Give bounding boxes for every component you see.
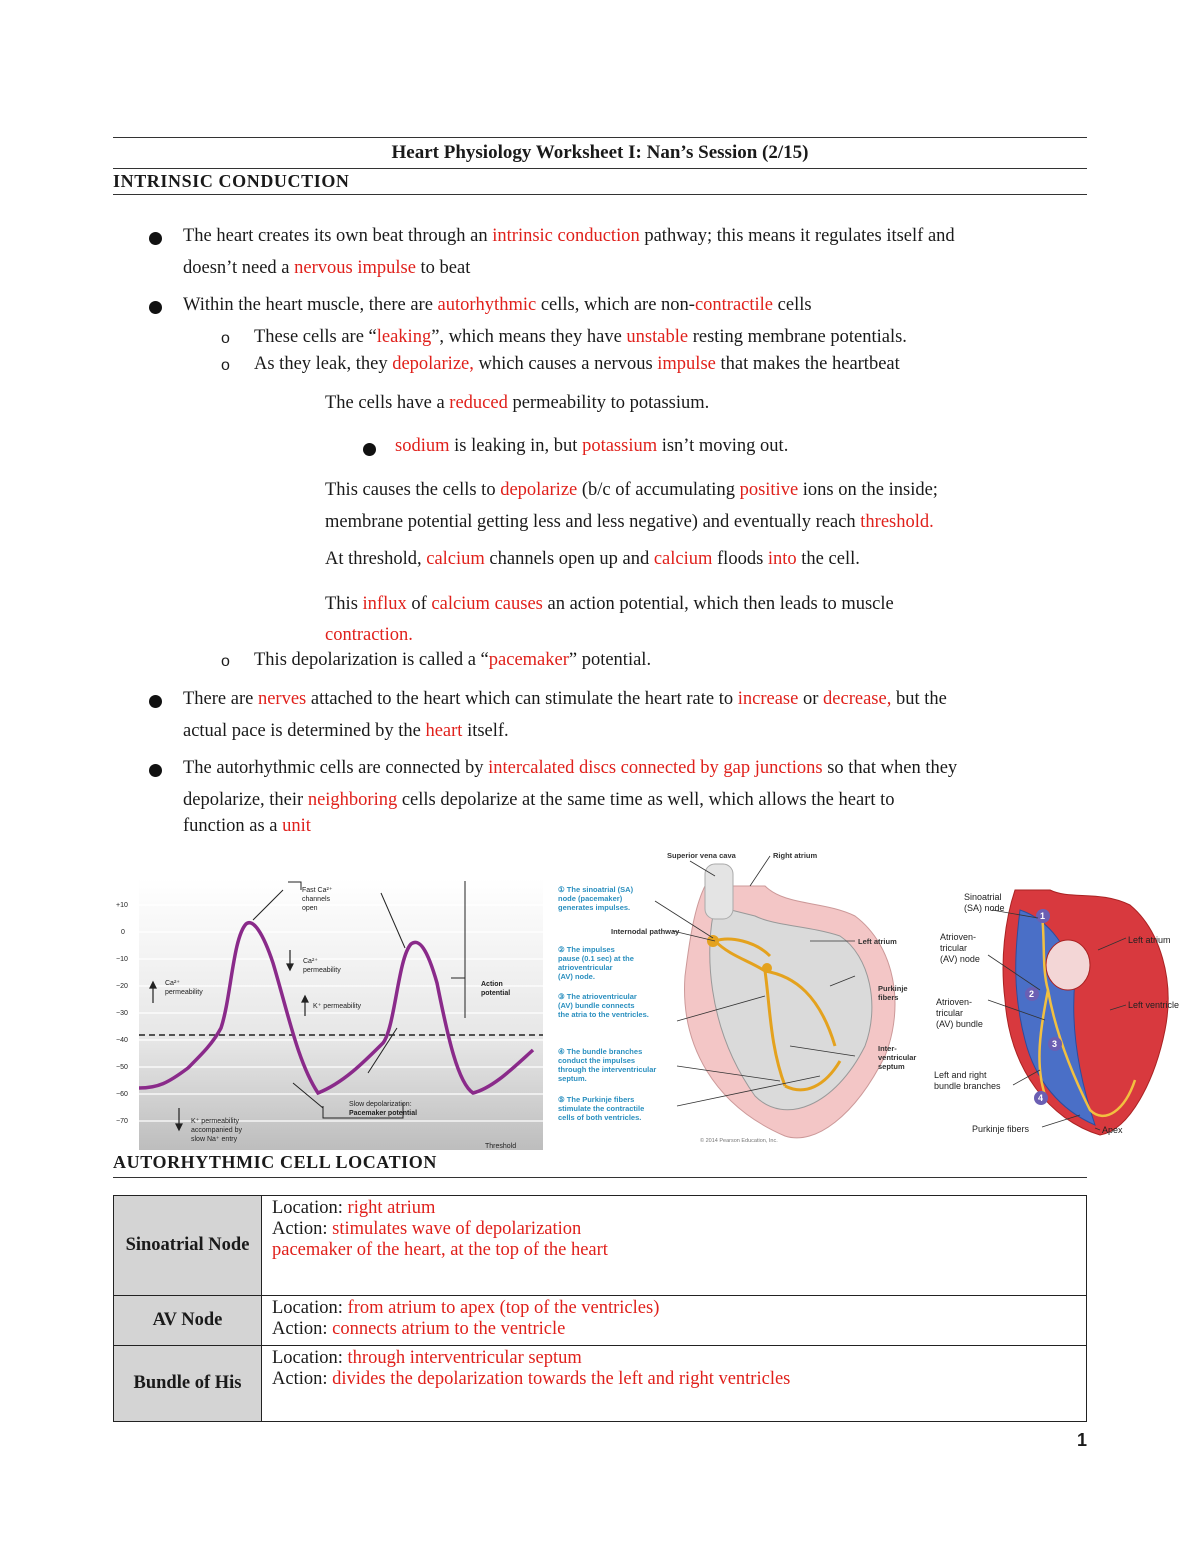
fig-label: Slow depolarization: [349, 1101, 412, 1108]
bullet-text: The heart creates its own beat through an intrinsic conduction pathway; this means it regulates itself and [183, 226, 955, 246]
fig-label: fibers [878, 993, 899, 1002]
step-number: 3 [1052, 1039, 1058, 1049]
table-row [114, 1296, 1087, 1346]
row-header: Bundle of His [114, 1346, 262, 1422]
sub-bullet-text: These cells are “leaking”, which means they have unstable resting membrane potentials. [254, 327, 907, 347]
table-row [114, 1346, 1087, 1422]
y-tick: −50 [116, 1064, 128, 1071]
bullet-text: The autorhythmic cells are connected by intercalated discs connected by gap junctions so that when they [183, 758, 958, 778]
paragraph-text: This influx of calcium causes an action potential, which then leads to muscle [325, 594, 894, 614]
fig-label: (AV) node. [558, 972, 595, 981]
sub-bullet-marker: o [221, 653, 230, 670]
fig-label: open [302, 905, 318, 912]
bullet-text: doesn’t need a nervous impulse to beat [183, 258, 471, 278]
section-heading-intrinsic: INTRINSIC CONDUCTION [113, 171, 350, 191]
fig-label: Threshold [485, 1143, 517, 1150]
y-tick: −70 [116, 1118, 128, 1125]
paragraph-text: membrane potential getting less and less negative) and eventually reach threshold. [325, 512, 934, 532]
step-number: 2 [1029, 989, 1035, 999]
fig-label: K⁺ permeability [191, 1118, 240, 1125]
fig-label: Left ventricle [1128, 1000, 1180, 1010]
y-tick: −40 [116, 1037, 128, 1044]
fig-label: tricular [940, 943, 968, 953]
fig-label: Purkinje [878, 984, 908, 993]
fig-label: generates impulses. [558, 903, 631, 912]
fig-copyright: © 2014 Pearson Education, Inc. [700, 1138, 778, 1144]
bullet-text: Within the heart muscle, there are autorhythmic cells, which are non-contractile cells [183, 295, 812, 315]
fig-label: septum. [558, 1074, 587, 1083]
section-rule [113, 194, 1087, 195]
fig-label: node (pacemaker) [558, 894, 623, 903]
y-tick: 0 [121, 929, 125, 936]
fig-label: potential [481, 990, 511, 997]
fig-label: ② The impulses [558, 945, 615, 954]
row-content: Location: from atrium to apex (top of the ventricles) Action: connects atrium to the ventricle [262, 1296, 1087, 1346]
fig-label: Right atrium [773, 851, 818, 860]
row-content: Location: right atrium Action: stimulates wave of depolarization pacemaker of the heart, at the top of the heart [262, 1196, 1087, 1296]
fig-label: (AV) node [940, 954, 980, 964]
fig-label: the atria to the ventricles. [558, 1010, 649, 1019]
fig-label: Ca²⁺ [303, 958, 318, 965]
conduction-heart-diagram [555, 846, 940, 1148]
fig-label: (AV) bundle [936, 1019, 983, 1029]
fig-label: through the interventricular [558, 1065, 657, 1074]
autorhythmic-location-table [113, 1195, 1087, 1422]
row-header: Sinoatrial Node [114, 1196, 262, 1296]
fig-label: ① The sinoatrial (SA) [558, 885, 634, 894]
fig-label: Atrioven- [940, 932, 977, 942]
y-tick: −60 [116, 1091, 128, 1098]
row-header: AV Node [114, 1296, 262, 1346]
fig-label: permeability [165, 989, 203, 996]
bullet-dot [363, 443, 376, 456]
bullet-text: actual pace is determined by the heart itself. [183, 721, 509, 741]
paragraph-text: The cells have a reduced permeability to potassium. [325, 393, 710, 413]
y-tick: −10 [116, 956, 128, 963]
paragraph-text: This causes the cells to depolarize (b/c of accumulating positive ions on the inside; [325, 480, 938, 500]
fig-label: Left and right [934, 1070, 987, 1080]
fig-label: ④ The bundle branches [558, 1047, 643, 1056]
fig-label: Left atrium [1128, 935, 1171, 945]
fig-label: stimulate the contractile [558, 1104, 645, 1113]
page-number: 1 [1076, 1430, 1087, 1450]
fig-label: ventricular [878, 1053, 917, 1062]
fig-label: bundle branches [934, 1081, 1001, 1091]
fig-label: Sinoatrial [964, 892, 1002, 902]
bullet-dot [149, 301, 162, 314]
fig-label: K⁺ permeability [313, 1003, 362, 1010]
bullet-text: depolarize, their neighboring cells depolarize at the same time as well, which allows the heart to [183, 790, 895, 810]
fig-label: channels [302, 896, 331, 903]
sub-bullet-text: This depolarization is called a “pacemaker” potential. [254, 650, 652, 670]
paragraph-text: sodium is leaking in, but potassium isn’t moving out. [395, 436, 789, 456]
fig-label: (SA) node [964, 903, 1005, 913]
fig-label: accompanied by [191, 1127, 242, 1134]
fig-label: Atrioven- [936, 997, 973, 1007]
y-tick: −20 [116, 983, 128, 990]
heart-cross-section-diagram [930, 880, 1190, 1140]
y-tick: +10 [116, 902, 128, 909]
y-tick: −30 [116, 1010, 128, 1017]
sub-bullet-text: As they leak, they depolarize, which causes a nervous impulse that makes the heartbeat [254, 354, 900, 374]
fig-label: ⑤ The Purkinje fibers [558, 1095, 635, 1104]
fig-label: atrioventricular [558, 963, 613, 972]
paragraph-text: At threshold, calcium channels open up and calcium floods into the cell. [325, 549, 860, 569]
fig-label: septum [878, 1062, 905, 1071]
fig-label: pause (0.1 sec) at the [558, 954, 634, 963]
fig-label: Superior vena cava [667, 851, 736, 860]
sub-bullet-marker: o [221, 357, 230, 374]
bullet-dot [149, 232, 162, 245]
fig-label: Ca²⁺ [165, 980, 180, 987]
bullet-text: function as a unit [183, 816, 311, 836]
fig-label: ③ The atrioventricular [558, 992, 637, 1001]
fig-label: permeability [303, 967, 341, 974]
step-number: 4 [1038, 1093, 1044, 1103]
fig-label: conduct the impulses [558, 1056, 636, 1065]
section-heading-location: AUTORHYTHMIC CELL LOCATION [113, 1152, 437, 1172]
fig-label: Inter- [878, 1044, 897, 1053]
bullet-text: There are nerves attached to the heart which can stimulate the heart rate to increase or decrease, but the [183, 689, 947, 709]
fig-label: (AV) bundle connects [558, 1001, 635, 1010]
fig-label: tricular [936, 1008, 964, 1018]
top-rule [113, 137, 1087, 138]
fig-label: Action [481, 981, 503, 988]
fig-label: Pacemaker potential [349, 1110, 418, 1117]
sub-bullet-marker: o [221, 330, 230, 347]
fig-label: Apex [1102, 1125, 1123, 1135]
row-content: Location: through interventricular septum Action: divides the depolarization towards the left and right ventricles [262, 1346, 1087, 1422]
fig-label: slow Na⁺ entry [191, 1136, 238, 1143]
section-rule [113, 1177, 1087, 1178]
fig-label: Left atrium [858, 937, 897, 946]
fig-label: Fast Ca²⁺ [302, 887, 333, 894]
step-number: 1 [1040, 911, 1046, 921]
table-row [114, 1196, 1087, 1296]
paragraph-text: contraction. [325, 625, 413, 645]
pacemaker-potential-graph [113, 878, 545, 1150]
fig-label: Internodal pathway [611, 927, 680, 936]
fig-label: cells of both ventricles. [558, 1113, 642, 1122]
page-title: Heart Physiology Worksheet I: Nan’s Session (2/15) [391, 142, 809, 163]
bullet-dot [149, 695, 162, 708]
fig-label: Purkinje fibers [972, 1124, 1030, 1134]
bullet-dot [149, 764, 162, 777]
title-rule [113, 168, 1087, 169]
